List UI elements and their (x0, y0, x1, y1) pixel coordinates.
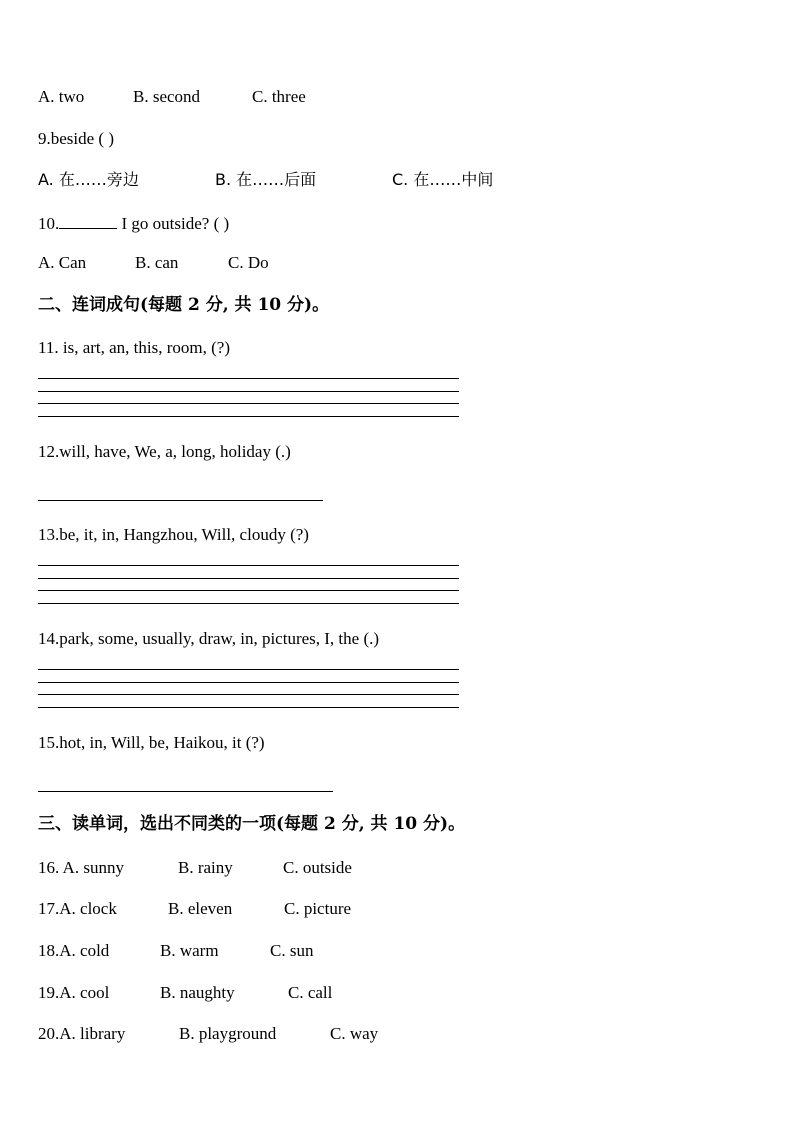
q9-option-b: B. 在……后面 (215, 170, 317, 189)
q13-answer-line-1[interactable] (38, 565, 459, 566)
section-3-heading: 三、读单词，选出不同类的一项(每题 2 分, 共 10 分)。 (38, 814, 466, 834)
q17-option-a: 17.A. clock (38, 899, 117, 918)
q18-option-b: B. warm (160, 941, 219, 960)
q16-option-a: 16. A. sunny (38, 858, 124, 877)
q17-option-b: B. eleven (168, 899, 233, 918)
q18-option-c: C. sun (270, 941, 314, 960)
q11-prompt: 11. is, art, an, this, room, (?) (38, 338, 230, 357)
q13-answer-line-2[interactable] (38, 578, 459, 579)
q8-option-b: B. second (133, 87, 201, 106)
q16-option-c: C. outside (283, 858, 352, 877)
q13-answer-line-3[interactable] (38, 590, 459, 591)
q19-option-a: 19.A. cool (38, 983, 110, 1002)
q9-option-c: C. 在……中间 (392, 170, 494, 189)
q10-answer-blank[interactable] (59, 212, 117, 229)
q8-option-a: A. two (38, 87, 85, 106)
q14-answer-line-1[interactable] (38, 669, 459, 670)
q13-prompt: 13.be, it, in, Hangzhou, Will, cloudy (?) (38, 525, 309, 544)
q10-option-c: C. Do (228, 253, 269, 272)
q11-answer-line-3[interactable] (38, 403, 459, 404)
q10-option-b: B. can (135, 253, 179, 272)
q15-answer-line[interactable] (38, 791, 333, 792)
q18-option-a: 18.A. cold (38, 941, 110, 960)
section-2-heading: 二、连词成句(每题 2 分, 共 10 分)。 (38, 295, 330, 315)
q9-option-a: A. 在……旁边 (38, 170, 139, 189)
q10-number: 10. (38, 214, 60, 233)
q14-answer-line-2[interactable] (38, 682, 459, 683)
q19-option-c: C. call (288, 983, 333, 1002)
q15-prompt: 15.hot, in, Will, be, Haikou, it (?) (38, 733, 265, 752)
q13-answer-line-4[interactable] (38, 603, 459, 604)
q12-answer-line[interactable] (38, 500, 323, 501)
q10-text: I go outside? ( ) (117, 214, 230, 233)
q14-answer-line-4[interactable] (38, 707, 459, 708)
q9-stem: 9.beside ( ) (38, 129, 115, 148)
q16-option-b: B. rainy (178, 858, 233, 877)
q19-option-b: B. naughty (160, 983, 235, 1002)
q20-option-b: B. playground (179, 1024, 277, 1043)
q14-prompt: 14.park, some, usually, draw, in, pictures, I, the (.) (38, 629, 380, 648)
q12-prompt: 12.will, have, We, a, long, holiday (.) (38, 442, 291, 461)
q20-option-c: C. way (330, 1024, 379, 1043)
q10-option-a: A. Can (38, 253, 87, 272)
q10-stem (38, 212, 229, 234)
q11-answer-line-4[interactable] (38, 416, 459, 417)
q17-option-c: C. picture (284, 899, 352, 918)
q8-option-c: C. three (252, 87, 306, 106)
q20-option-a: 20.A. library (38, 1024, 126, 1043)
q11-answer-line-2[interactable] (38, 391, 459, 392)
q14-answer-line-3[interactable] (38, 694, 459, 695)
q11-answer-line-1[interactable] (38, 378, 459, 379)
